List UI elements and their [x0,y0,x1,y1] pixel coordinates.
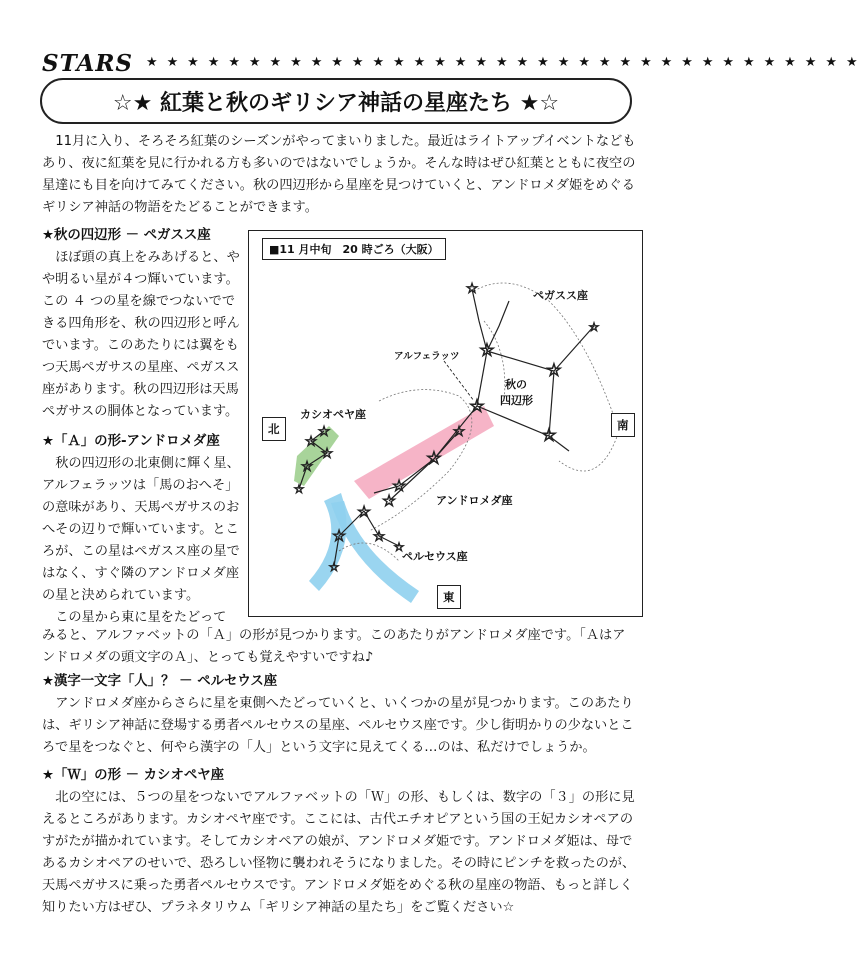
alpheratz-pointer [444,361,474,401]
map-caption: ■11 月中旬 20 時ごろ（大阪） [262,238,446,260]
perseus-heading: ★漢字一文字「人」？ － ペルセウス座 [42,674,278,689]
intro-paragraph: 11月に入り、そろそろ紅葉のシーズンがやってまいりました。最近はライトアップイベントなどもあり、夜に紅葉を見に行かれる方も多いのではないでしょうか。そんな時はぜひ紅葉とともに夜空の星達にも目を向けてみてください。秋の四辺形から星座を見つけていくと、アンドロメダ姫をめぐるギリシア神話の物語をたどることができます。 [42,134,636,215]
star-decoration-row: ★ ★ ★ ★ ★ ★ ★ ★ ★ ★ ★ ★ ★ ★ ★ ★ ★ ★ ★ ★ ★ ★ ★ ★ ★ ★ ★ ★ ★ ★ ★ ★ ★ ★ ★ [146,55,860,70]
stars [294,281,600,574]
label-perseus: ペルセウス座 [402,550,468,563]
stars-logo: STARS [42,50,134,77]
star: ☆ [393,540,405,554]
star: ☆ [425,448,443,469]
star: ☆ [391,476,407,495]
star: ☆ [356,502,372,521]
label-cassiopeia: カシオペヤ座 [300,408,366,421]
star: ☆ [452,424,466,440]
perseus-body: アンドロメダ座からさらに星を東側へたどっていくと、いくつかの星が見つかります。このあたりは、ギリシア神話に登場する勇者ペルセウスの星座、ペルセウス座です。少し街明かりの少ないところで星をつなぐと、何やら漢字の「人」という文字に見えてくる…のは、私だけでしょうか。 [42,696,634,755]
andromeda-body-continued: この星から東に星をたどって [55,610,227,625]
label-square-1: 秋の [505,378,527,391]
star: ☆ [588,320,600,334]
andromeda-heading: ★「Ａ」の形-アンドロメダ座 [42,434,220,449]
cassiopeia-section [42,765,638,919]
andromeda-body-rest: みると、アルファベットの「Ａ」の形が見つかります。このあたりがアンドロメダ座です。「Ａはアンドロメダの頭文字のＡ」、とっても覚えやすいですね♪ [42,628,626,665]
label-alpheratz: アルフェラッツ [394,351,460,362]
star: ☆ [465,281,479,297]
star: ☆ [545,360,563,381]
perseus-section [42,671,638,759]
star: ☆ [331,526,347,545]
direction-east: 東 [437,585,461,609]
page-title: ☆★ 紅葉と秋のギリシア神話の星座たち ★☆ [112,91,560,116]
andromeda-band [354,406,494,499]
star: ☆ [317,424,331,440]
star: ☆ [304,434,318,450]
star: ☆ [320,446,334,462]
star: ☆ [372,529,386,545]
star: ☆ [540,425,558,446]
direction-south: 南 [611,413,635,437]
star: ☆ [300,459,314,475]
cassiopeia-body: 北の空には、５つの星をつないでアルファベットの「Ｗ」の形、もしくは、数字の「３」の形に見えるところがあります。カシオペヤ座です。ここには、古代エチオピアという国の王妃カシオペアのすがたが描かれています。そしてカシオペアの娘が、アンドロメダ姫です。アンドロメダ姫は、母であるカシオペアのせいで、恐ろしい怪物に襲われそうになりました。その時にピンチを救ったのが、天馬ペガサスに乗った勇者ペルセウスです。アンドロメダ姫をめぐる秋の星座の物語、もっと詳しく知りたい方はぜひ、プラネタリウム「ギリシア神話の星たち」をご覧ください☆ [42,790,636,915]
cassiopeia-heading: ★「Ｗ」の形 － カシオペヤ座 [42,768,225,783]
pegasus-heading: ★秋の四辺形 － ペガスス座 [42,228,211,243]
label-andromeda: アンドロメダ座 [436,494,513,507]
left-column [42,225,242,629]
star: ☆ [381,491,397,510]
star: ☆ [293,482,305,496]
star: ☆ [468,396,486,417]
direction-north: 北 [262,417,286,441]
label-square-2: 四辺形 [500,394,533,407]
andromeda-body: 秋の四辺形の北東側に輝く星、アルフェラッツは「馬のおへそ」の意味があり、天馬ペガサスのおへその辺りで輝いています。ところが、この星はペガスス座の星ではなく、すぐ隣のアンドロメダ座の星と決められています。 [42,456,240,603]
label-pegasus: ペガスス座 [533,289,588,302]
star: ☆ [478,340,496,361]
star: ☆ [328,560,340,574]
pegasus-body: ほぼ頭の真上をみあげると、やや明るい星が４つ輝いています。この ４ つの星を線でつないでできる四角形を、秋の四辺形と呼んでいます。このあたりには翼をもつ天馬ペガサスの星座、ペガスス座があります。秋の四辺形は天馬ペガサスの胴体となっています。 [42,250,240,419]
